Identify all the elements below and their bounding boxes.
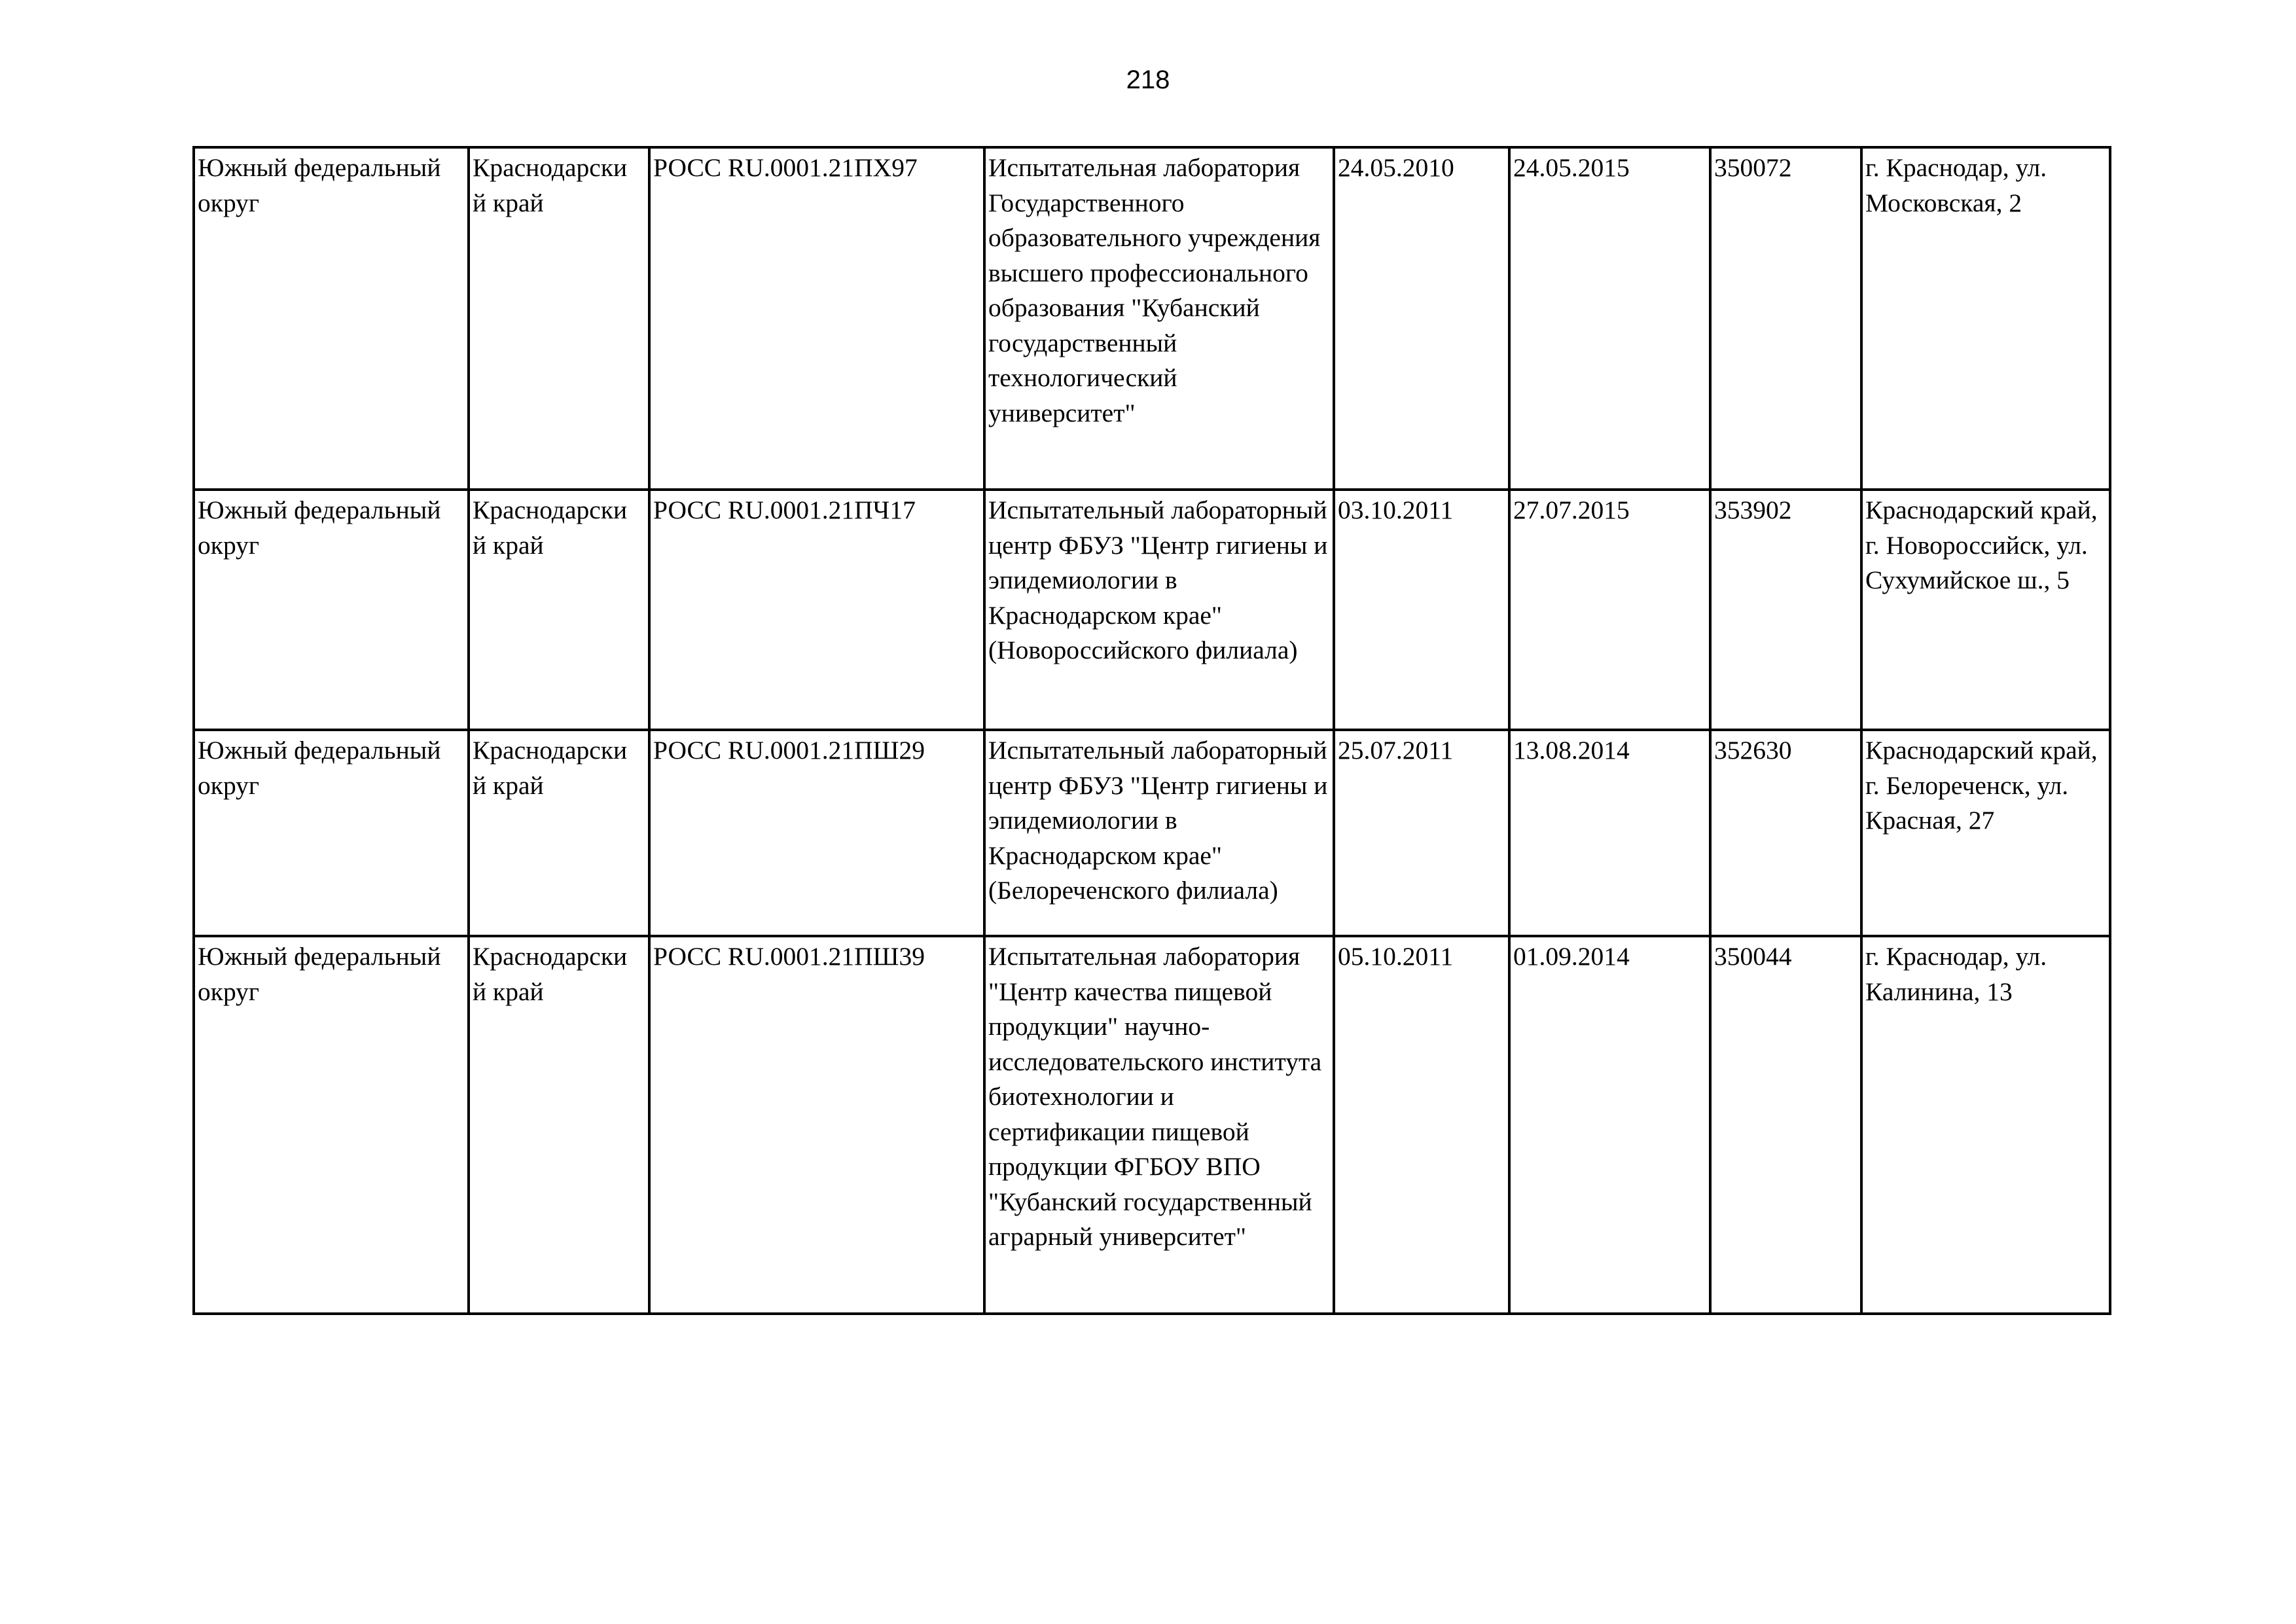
cell-postal-code: 353902 xyxy=(1710,490,1861,730)
cell-address: г. Краснодар, ул. Калинина, 13 xyxy=(1861,936,2110,1314)
cell-postal-code: 350044 xyxy=(1710,936,1861,1314)
cell-district: Южный федеральный округ xyxy=(194,490,469,730)
cell-district: Южный федеральный округ xyxy=(194,730,469,936)
cell-registration-number: РОСС RU.0001.21ПЧ17 xyxy=(649,490,984,730)
cell-date-valid-until: 24.05.2015 xyxy=(1509,147,1710,490)
cell-postal-code: 350072 xyxy=(1710,147,1861,490)
cell-address: Краснодарский край, г. Белореченск, ул. Красная, 27 xyxy=(1861,730,2110,936)
cell-date-issued: 05.10.2011 xyxy=(1334,936,1509,1314)
cell-region: Краснодарски й край xyxy=(469,147,649,490)
table-row xyxy=(194,147,2110,490)
cell-organization: Испытательная лаборатория "Центр качества пищевой продукции" научно-исследовательского института биотехнологии и сертификации пищевой продукции ФГБОУ ВПО "Кубанский государственный аграрный университет" xyxy=(984,936,1334,1314)
cell-region: Краснодарски й край xyxy=(469,730,649,936)
cell-organization: Испытательный лабораторный центр ФБУЗ "Центр гигиены и эпидемиологии в Краснодарском крае" (Новороссийского филиала) xyxy=(984,490,1334,730)
table-row xyxy=(194,936,2110,1314)
cell-date-valid-until: 01.09.2014 xyxy=(1509,936,1710,1314)
cell-region: Краснодарски й край xyxy=(469,936,649,1314)
table-row xyxy=(194,730,2110,936)
cell-registration-number: РОСС RU.0001.21ПХ97 xyxy=(649,147,984,490)
cell-organization: Испытательный лабораторный центр ФБУЗ "Центр гигиены и эпидемиологии в Краснодарском крае" (Белореченского филиала) xyxy=(984,730,1334,936)
cell-district: Южный федеральный округ xyxy=(194,147,469,490)
table-row xyxy=(194,490,2110,730)
cell-date-valid-until: 27.07.2015 xyxy=(1509,490,1710,730)
cell-organization: Испытательная лаборатория Государственного образовательного учреждения высшего профессионального образования "Кубанский государственный технологический университет" xyxy=(984,147,1334,490)
cell-registration-number: РОСС RU.0001.21ПШ39 xyxy=(649,936,984,1314)
cell-address: г. Краснодар, ул. Московская, 2 xyxy=(1861,147,2110,490)
cell-date-issued: 03.10.2011 xyxy=(1334,490,1509,730)
cell-district: Южный федеральный округ xyxy=(194,936,469,1314)
page-number: 218 xyxy=(1126,65,1170,94)
cell-postal-code: 352630 xyxy=(1710,730,1861,936)
cell-address: Краснодарский край, г. Новороссийск, ул. Сухумийское ш., 5 xyxy=(1861,490,2110,730)
cell-date-issued: 24.05.2010 xyxy=(1334,147,1509,490)
cell-date-issued: 25.07.2011 xyxy=(1334,730,1509,936)
cell-date-valid-until: 13.08.2014 xyxy=(1509,730,1710,936)
cell-region: Краснодарски й край xyxy=(469,490,649,730)
laboratory-registry-table xyxy=(192,146,2111,1315)
cell-registration-number: РОСС RU.0001.21ПШ29 xyxy=(649,730,984,936)
